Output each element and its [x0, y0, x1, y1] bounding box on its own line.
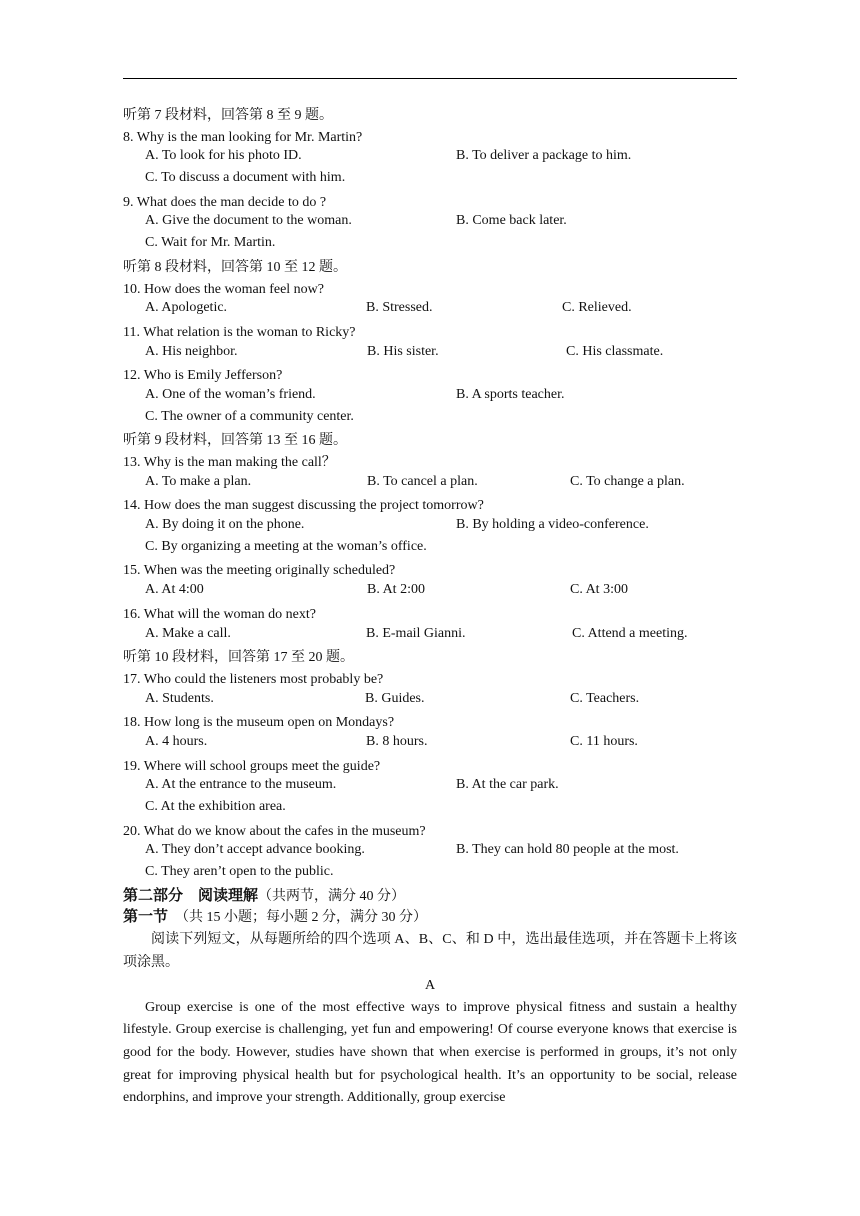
option-c: C. Attend a meeting.: [572, 625, 688, 641]
question-11: 11. What relation is the woman to Ricky?: [123, 324, 356, 340]
passage-label: A: [424, 978, 436, 994]
header-rule: [123, 78, 737, 79]
question-20-options-2: [123, 864, 737, 886]
option-a: A. His neighbor.: [145, 343, 238, 359]
question-8-options: [123, 148, 737, 170]
question-8-options-2: [123, 170, 737, 192]
section-heading-8: 听第 8 段材料，回答第 10 至 12 题。: [123, 259, 347, 275]
option-b: B. Come back later.: [456, 213, 567, 229]
question-14: 14. How does the man suggest discussing the project tomorrow?: [123, 498, 484, 514]
instructions: 阅读下列短文，从每题所给的四个选项 A、B、C、和 D 中，选出最佳选项，并在答题卡上将该项涂黑。: [123, 932, 737, 970]
question-20: 20. What do we know about the cafes in the museum?: [123, 823, 426, 839]
question-17-options: [123, 691, 737, 713]
option-b: B. To cancel a plan.: [367, 473, 478, 489]
question-16-options: [123, 626, 737, 648]
option-b: B. A sports teacher.: [456, 386, 565, 402]
option-c: C. They aren’t open to the public.: [145, 864, 334, 880]
option-c: C. His classmate.: [566, 343, 664, 359]
question-8: 8. Why is the man looking for Mr. Martin?: [123, 129, 363, 145]
question-9-options-2: [123, 235, 737, 257]
option-c: C. The owner of a community center.: [145, 408, 354, 424]
passage-text: Group exercise is one of the most effective ways to improve physical fitness and sustain a healthy lifestyle. Group exercise is challenging, yet fun and empowering! Of course everyone knows that exercise is good for the body. However, studies have shown that when exercise is performed in groups, it’s not only great for improving physical health but for psychological health. It’s an opportunity to be social, release endorphins, and improve your strength. Additionally, group exercise: [123, 999, 737, 1106]
option-b: B. Stressed.: [366, 300, 433, 316]
option-b: B. By holding a video-conference.: [456, 517, 649, 533]
option-b: B. E-mail Gianni.: [366, 625, 466, 641]
option-b: B. Guides.: [365, 690, 425, 706]
question-14-options: [123, 517, 737, 539]
part-two-note: （共两节，满分 40 分）: [258, 888, 406, 904]
section-heading-9: 听第 9 段材料，回答第 13 至 16 题。: [123, 433, 347, 449]
question-19: 19. Where will school groups meet the guide?: [123, 758, 381, 774]
option-b: B. 8 hours.: [366, 733, 428, 749]
question-20-options: [123, 842, 737, 864]
section-heading-7: 听第 7 段材料，回答第 8 至 9 题。: [123, 108, 333, 123]
option-b: B. At 2:00: [367, 582, 425, 598]
part-two-heading: [123, 886, 737, 908]
question-11-options: [123, 344, 737, 366]
question-15: 15. When was the meeting originally scheduled?: [123, 563, 396, 579]
option-a: A. They don’t accept advance booking.: [145, 842, 365, 858]
option-a: A. Give the document to the woman.: [145, 213, 352, 229]
question-14-options-2: [123, 539, 737, 561]
part-two-title: 第二部分 阅读理解: [123, 887, 259, 904]
option-c: C. At the exhibition area.: [145, 799, 286, 814]
option-a: A. Students.: [145, 690, 214, 706]
option-c: C. To change a plan.: [570, 473, 685, 489]
section-heading-10: 听第 10 段材料，回答第 17 至 20 题。: [123, 650, 354, 666]
question-18: 18. How long is the museum open on Mondays?: [123, 715, 395, 731]
question-9-options: [123, 213, 737, 235]
option-a: A. To make a plan.: [145, 473, 252, 489]
option-c: C. To discuss a document with him.: [145, 170, 346, 186]
option-b: B. They can hold 80 people at the most.: [456, 842, 679, 858]
option-a: A. To look for his photo ID.: [145, 148, 302, 164]
option-b: B. To deliver a package to him.: [456, 148, 632, 164]
option-a: A. One of the woman’s friend.: [145, 386, 316, 402]
exam-page: [123, 105, 737, 1110]
question-12-options-2: [123, 409, 737, 431]
question-10: 10. How does the woman feel now?: [123, 281, 325, 297]
option-a: A. Make a call.: [145, 625, 231, 641]
option-c: C. Teachers.: [570, 690, 640, 706]
question-15-options: [123, 582, 737, 604]
option-a: A. 4 hours.: [145, 733, 208, 749]
option-c: C. Relieved.: [562, 300, 632, 316]
option-a: A. At 4:00: [145, 582, 204, 598]
option-c: C. By organizing a meeting at the woman’s office.: [145, 538, 427, 554]
question-9: 9. What does the man decide to do ?: [123, 194, 327, 210]
option-c: C. At 3:00: [570, 582, 628, 598]
option-b: B. At the car park.: [456, 777, 559, 793]
question-19-options: [123, 777, 737, 799]
question-13: 13. Why is the man making the call？: [123, 455, 336, 470]
question-13-options: [123, 474, 737, 496]
option-a: A. Apologetic.: [145, 300, 228, 316]
question-18-options: [123, 734, 737, 756]
section-one-note: （共 15 小题；每小题 2 分，满分 30 分）: [168, 910, 428, 926]
option-a: A. At the entrance to the museum.: [145, 777, 337, 793]
section-one-title: 第一节: [123, 909, 169, 926]
question-17: 17. Who could the listeners most probably be?: [123, 671, 384, 687]
question-12: 12. Who is Emily Jefferson?: [123, 368, 283, 384]
option-b: B. His sister.: [367, 343, 439, 359]
option-c: C. 11 hours.: [570, 733, 638, 749]
question-12-options: [123, 387, 737, 409]
option-c: C. Wait for Mr. Martin.: [145, 235, 276, 251]
question-19-options-2: [123, 799, 737, 821]
question-16: 16. What will the woman do next?: [123, 606, 316, 622]
section-one-heading: [123, 907, 737, 929]
question-10-options: [123, 300, 737, 322]
option-a: A. By doing it on the phone.: [145, 517, 305, 533]
